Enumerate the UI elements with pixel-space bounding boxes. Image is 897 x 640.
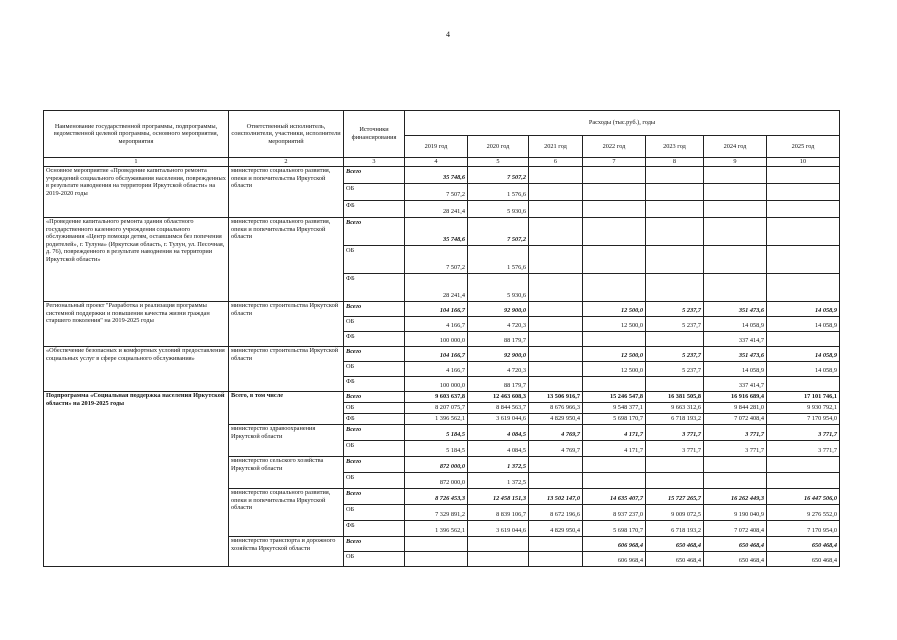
item-executor: министерство транспорта и дорожного хозяйства Иркутской области: [229, 537, 344, 567]
column-number: 9: [704, 158, 767, 167]
header-name: Наименование государственной программы, подпрограммы, ведомственной целевой программы, основного мероприятия, мероприятия: [44, 111, 229, 158]
amount-cell: 337 414,7: [704, 377, 767, 392]
item-executor: министерство сельского хозяйства Иркутской области: [229, 457, 344, 489]
amount-cell: 35 748,6: [405, 167, 468, 184]
amount-cell: [767, 218, 840, 246]
page-number: 4: [446, 30, 450, 39]
column-number: 1: [44, 158, 229, 167]
amount-cell: [704, 201, 767, 218]
year-header: 2025 год: [767, 136, 840, 158]
amount-cell: 12 500,0: [583, 317, 646, 332]
funding-source: ФБ: [344, 274, 405, 302]
item-executor: министерство здравоохранения Иркутской области: [229, 425, 344, 457]
amount-cell: [583, 184, 646, 201]
amount-cell: 4 171,7: [583, 425, 646, 441]
amount-cell: [529, 317, 583, 332]
amount-cell: [583, 473, 646, 489]
amount-cell: 14 058,9: [767, 302, 840, 317]
amount-cell: 92 900,0: [468, 347, 529, 362]
amount-cell: [529, 332, 583, 347]
amount-cell: 3 771,7: [704, 441, 767, 457]
amount-cell: [529, 537, 583, 552]
amount-cell: 5 698 170,7: [583, 521, 646, 537]
funding-source: ОБ: [344, 362, 405, 377]
amount-cell: [767, 184, 840, 201]
amount-cell: 3 771,7: [704, 425, 767, 441]
amount-cell: [704, 457, 767, 473]
amount-cell: 7 072 408,4: [704, 521, 767, 537]
amount-cell: [704, 167, 767, 184]
amount-cell: 9 276 552,0: [767, 505, 840, 521]
amount-cell: 7 170 954,0: [767, 521, 840, 537]
amount-cell: 8 726 453,3: [405, 489, 468, 505]
amount-cell: [529, 362, 583, 377]
amount-cell: 8 839 106,7: [468, 505, 529, 521]
amount-cell: 104 166,7: [405, 347, 468, 362]
amount-cell: [529, 274, 583, 302]
funding-source: Всего: [344, 489, 405, 505]
amount-cell: 3 771,7: [646, 441, 704, 457]
item-name: Подпрограмма «Социальная поддержка населения Иркутской области» на 2019-2025 годы: [44, 392, 229, 567]
amount-cell: 28 241,4: [405, 274, 468, 302]
item-name: Региональный проект "Разработка и реализация программы системной поддержки и повышения качества жизни граждан старшего поколения" на 2019-2025 годы: [44, 302, 229, 347]
amount-cell: 7 329 891,2: [405, 505, 468, 521]
table-row: [44, 218, 840, 246]
amount-cell: 5 184,5: [405, 425, 468, 441]
funding-source: Всего: [344, 347, 405, 362]
item-executor: министерство социального развития, опеки и попечительства Иркутской области: [229, 167, 344, 218]
funding-source: ФБ: [344, 332, 405, 347]
funding-source: Всего: [344, 167, 405, 184]
amount-cell: [646, 457, 704, 473]
amount-cell: [583, 167, 646, 184]
amount-cell: [583, 218, 646, 246]
funding-source: ОБ: [344, 246, 405, 274]
amount-cell: 650 468,4: [646, 537, 704, 552]
amount-cell: [529, 552, 583, 567]
amount-cell: 12 463 608,3: [468, 392, 529, 403]
amount-cell: 13 502 147,0: [529, 489, 583, 505]
amount-cell: 12 458 151,3: [468, 489, 529, 505]
amount-cell: 7 507,2: [405, 246, 468, 274]
amount-cell: 100 000,0: [405, 332, 468, 347]
amount-cell: 9 603 637,8: [405, 392, 468, 403]
year-header: 2022 год: [583, 136, 646, 158]
amount-cell: [767, 457, 840, 473]
amount-cell: 5 237,7: [646, 302, 704, 317]
amount-cell: 650 468,4: [704, 552, 767, 567]
amount-cell: 14 058,9: [704, 317, 767, 332]
amount-cell: [704, 473, 767, 489]
amount-cell: 1 396 562,1: [405, 521, 468, 537]
amount-cell: [646, 201, 704, 218]
amount-cell: [529, 302, 583, 317]
amount-cell: 5 184,5: [405, 441, 468, 457]
amount-cell: [646, 332, 704, 347]
amount-cell: 5 698 170,7: [583, 414, 646, 425]
amount-cell: 7 507,2: [405, 184, 468, 201]
amount-cell: 16 916 689,4: [704, 392, 767, 403]
amount-cell: 9 844 281,0: [704, 403, 767, 414]
amount-cell: [646, 377, 704, 392]
funding-source: ФБ: [344, 201, 405, 218]
funding-source: Всего: [344, 537, 405, 552]
amount-cell: 4 769,7: [529, 441, 583, 457]
funding-source: Всего: [344, 425, 405, 441]
amount-cell: 4 720,3: [468, 362, 529, 377]
amount-cell: [646, 184, 704, 201]
amount-cell: 9 009 072,5: [646, 505, 704, 521]
amount-cell: [767, 274, 840, 302]
table-row: [44, 347, 840, 362]
amount-cell: 8 672 196,6: [529, 505, 583, 521]
funding-source: ФБ: [344, 521, 405, 537]
amount-cell: [583, 246, 646, 274]
funding-source: Всего: [344, 457, 405, 473]
amount-cell: 14 635 407,7: [583, 489, 646, 505]
amount-cell: 351 473,6: [704, 302, 767, 317]
amount-cell: 5 930,6: [468, 274, 529, 302]
item-executor: министерство строительства Иркутской области: [229, 302, 344, 347]
amount-cell: 14 058,9: [704, 362, 767, 377]
column-number: 5: [468, 158, 529, 167]
item-name: «Проведение капитального ремонта здания областного государственного казенного учреждения социального обслуживания «Центр помощи детям, оставшимся без попечения родителей», г. Тулуна» (Иркутская область, г. Тулун, ул. Песочная, д. 76), поврежденного в результате наводнения на территории Иркутской области»: [44, 218, 229, 302]
amount-cell: 14 058,9: [767, 317, 840, 332]
amount-cell: [583, 377, 646, 392]
amount-cell: [767, 332, 840, 347]
amount-cell: 1 396 562,1: [405, 414, 468, 425]
column-number: 2: [229, 158, 344, 167]
column-number: 3: [344, 158, 405, 167]
amount-cell: 28 241,4: [405, 201, 468, 218]
year-header: 2020 год: [468, 136, 529, 158]
header-source: Источники финансирования: [344, 111, 405, 158]
amount-cell: 16 381 505,8: [646, 392, 704, 403]
year-header: 2021 год: [529, 136, 583, 158]
amount-cell: 650 468,4: [646, 552, 704, 567]
item-name: «Обеспечение безопасных и комфортных условий предоставления социальных услуг в сфере социального обслуживания»: [44, 347, 229, 392]
amount-cell: [468, 537, 529, 552]
amount-cell: 4 084,5: [468, 441, 529, 457]
amount-cell: 6 718 193,2: [646, 414, 704, 425]
amount-cell: 14 058,9: [767, 347, 840, 362]
amount-cell: 872 000,0: [405, 473, 468, 489]
amount-cell: [646, 473, 704, 489]
amount-cell: 650 468,4: [767, 537, 840, 552]
item-executor: министерство строительства Иркутской области: [229, 347, 344, 392]
funding-source: ОБ: [344, 184, 405, 201]
amount-cell: 7 507,2: [468, 218, 529, 246]
amount-cell: [583, 457, 646, 473]
column-number: 10: [767, 158, 840, 167]
amount-cell: 9 663 312,6: [646, 403, 704, 414]
amount-cell: 9 930 792,1: [767, 403, 840, 414]
expenses-table: [43, 110, 840, 567]
amount-cell: 650 468,4: [704, 537, 767, 552]
amount-cell: 5 930,6: [468, 201, 529, 218]
amount-cell: 5 237,7: [646, 347, 704, 362]
amount-cell: [704, 218, 767, 246]
funding-source: ОБ: [344, 505, 405, 521]
amount-cell: [529, 457, 583, 473]
amount-cell: 16 262 449,3: [704, 489, 767, 505]
amount-cell: [529, 246, 583, 274]
amount-cell: 15 727 265,7: [646, 489, 704, 505]
amount-cell: 6 718 193,2: [646, 521, 704, 537]
amount-cell: 1 576,6: [468, 184, 529, 201]
amount-cell: [767, 246, 840, 274]
table-row: [44, 167, 840, 184]
amount-cell: 14 058,9: [767, 362, 840, 377]
amount-cell: [529, 167, 583, 184]
amount-cell: [583, 274, 646, 302]
amount-cell: [767, 201, 840, 218]
amount-cell: 337 414,7: [704, 332, 767, 347]
amount-cell: 7 072 408,4: [704, 414, 767, 425]
amount-cell: 12 500,0: [583, 302, 646, 317]
funding-source: ОБ: [344, 441, 405, 457]
funding-source: Всего: [344, 392, 405, 403]
amount-cell: 3 771,7: [646, 425, 704, 441]
funding-source: ОБ: [344, 317, 405, 332]
year-header: 2023 год: [646, 136, 704, 158]
amount-cell: [529, 184, 583, 201]
amount-cell: [646, 167, 704, 184]
amount-cell: [646, 218, 704, 246]
amount-cell: [646, 274, 704, 302]
amount-cell: 7 170 954,0: [767, 414, 840, 425]
amount-cell: [529, 218, 583, 246]
amount-cell: 1 576,6: [468, 246, 529, 274]
amount-cell: 12 500,0: [583, 347, 646, 362]
funding-source: Всего: [344, 302, 405, 317]
column-number: 4: [405, 158, 468, 167]
amount-cell: 4 829 950,4: [529, 414, 583, 425]
amount-cell: 13 506 916,7: [529, 392, 583, 403]
amount-cell: [583, 332, 646, 347]
amount-cell: 650 468,4: [767, 552, 840, 567]
amount-cell: 88 179,7: [468, 332, 529, 347]
amount-cell: [405, 537, 468, 552]
amount-cell: 351 473,6: [704, 347, 767, 362]
amount-cell: 8 207 075,7: [405, 403, 468, 414]
amount-cell: 4 166,7: [405, 362, 468, 377]
amount-cell: [468, 552, 529, 567]
amount-cell: [529, 377, 583, 392]
funding-source: ОБ: [344, 552, 405, 567]
amount-cell: 606 968,4: [583, 552, 646, 567]
amount-cell: [767, 473, 840, 489]
column-number: 6: [529, 158, 583, 167]
amount-cell: 104 166,7: [405, 302, 468, 317]
year-header: 2024 год: [704, 136, 767, 158]
funding-source: ОБ: [344, 473, 405, 489]
amount-cell: 5 237,7: [646, 317, 704, 332]
amount-cell: 15 246 547,8: [583, 392, 646, 403]
amount-cell: [405, 552, 468, 567]
amount-cell: 3 771,7: [767, 441, 840, 457]
amount-cell: 4 720,3: [468, 317, 529, 332]
amount-cell: 8 844 563,7: [468, 403, 529, 414]
amount-cell: 3 619 044,6: [468, 414, 529, 425]
amount-cell: 4 829 950,4: [529, 521, 583, 537]
amount-cell: 35 748,6: [405, 218, 468, 246]
amount-cell: [704, 274, 767, 302]
amount-cell: 4 769,7: [529, 425, 583, 441]
funding-source: ОБ: [344, 403, 405, 414]
amount-cell: 17 101 746,1: [767, 392, 840, 403]
amount-cell: 92 900,0: [468, 302, 529, 317]
amount-cell: 3 619 044,6: [468, 521, 529, 537]
amount-cell: 1 372,5: [468, 473, 529, 489]
amount-cell: 100 000,0: [405, 377, 468, 392]
amount-cell: 872 000,0: [405, 457, 468, 473]
amount-cell: [529, 473, 583, 489]
table-row: [44, 302, 840, 317]
amount-cell: [767, 167, 840, 184]
header-executor: Ответственный исполнитель, соисполнители, участники, исполнители мероприятий: [229, 111, 344, 158]
amount-cell: [767, 377, 840, 392]
amount-cell: 5 237,7: [646, 362, 704, 377]
amount-cell: 88 179,7: [468, 377, 529, 392]
amount-cell: 9 548 377,1: [583, 403, 646, 414]
amount-cell: 12 500,0: [583, 362, 646, 377]
amount-cell: [646, 246, 704, 274]
amount-cell: 3 771,7: [767, 425, 840, 441]
column-number: 7: [583, 158, 646, 167]
funding-source: Всего: [344, 218, 405, 246]
amount-cell: [583, 201, 646, 218]
table-row: [44, 392, 840, 403]
item-executor: министерство социального развития, опеки и попечительства Иркутской области: [229, 489, 344, 537]
item-executor: Всего, в том числе: [229, 392, 344, 425]
header-expenses: Расходы (тыс.руб.), годы: [405, 111, 840, 136]
amount-cell: 4 166,7: [405, 317, 468, 332]
item-executor: министерство социального развития, опеки и попечительства Иркутской области: [229, 218, 344, 302]
funding-source: ФБ: [344, 414, 405, 425]
amount-cell: 4 171,7: [583, 441, 646, 457]
amount-cell: 16 447 506,0: [767, 489, 840, 505]
item-name: Основное мероприятие «Проведение капитального ремонта учреждений социального обслуживания населения, поврежденных в результате наводнения на территории Иркутской области» на 2019-2020 годы: [44, 167, 229, 218]
amount-cell: 1 372,5: [468, 457, 529, 473]
column-number: 8: [646, 158, 704, 167]
amount-cell: [529, 347, 583, 362]
amount-cell: 8 676 966,3: [529, 403, 583, 414]
amount-cell: [529, 201, 583, 218]
funding-source: ФБ: [344, 377, 405, 392]
amount-cell: [704, 246, 767, 274]
amount-cell: 4 084,5: [468, 425, 529, 441]
amount-cell: 8 937 237,0: [583, 505, 646, 521]
amount-cell: 7 507,2: [468, 167, 529, 184]
amount-cell: 606 968,4: [583, 537, 646, 552]
amount-cell: 9 190 040,9: [704, 505, 767, 521]
year-header: 2019 год: [405, 136, 468, 158]
amount-cell: [704, 184, 767, 201]
